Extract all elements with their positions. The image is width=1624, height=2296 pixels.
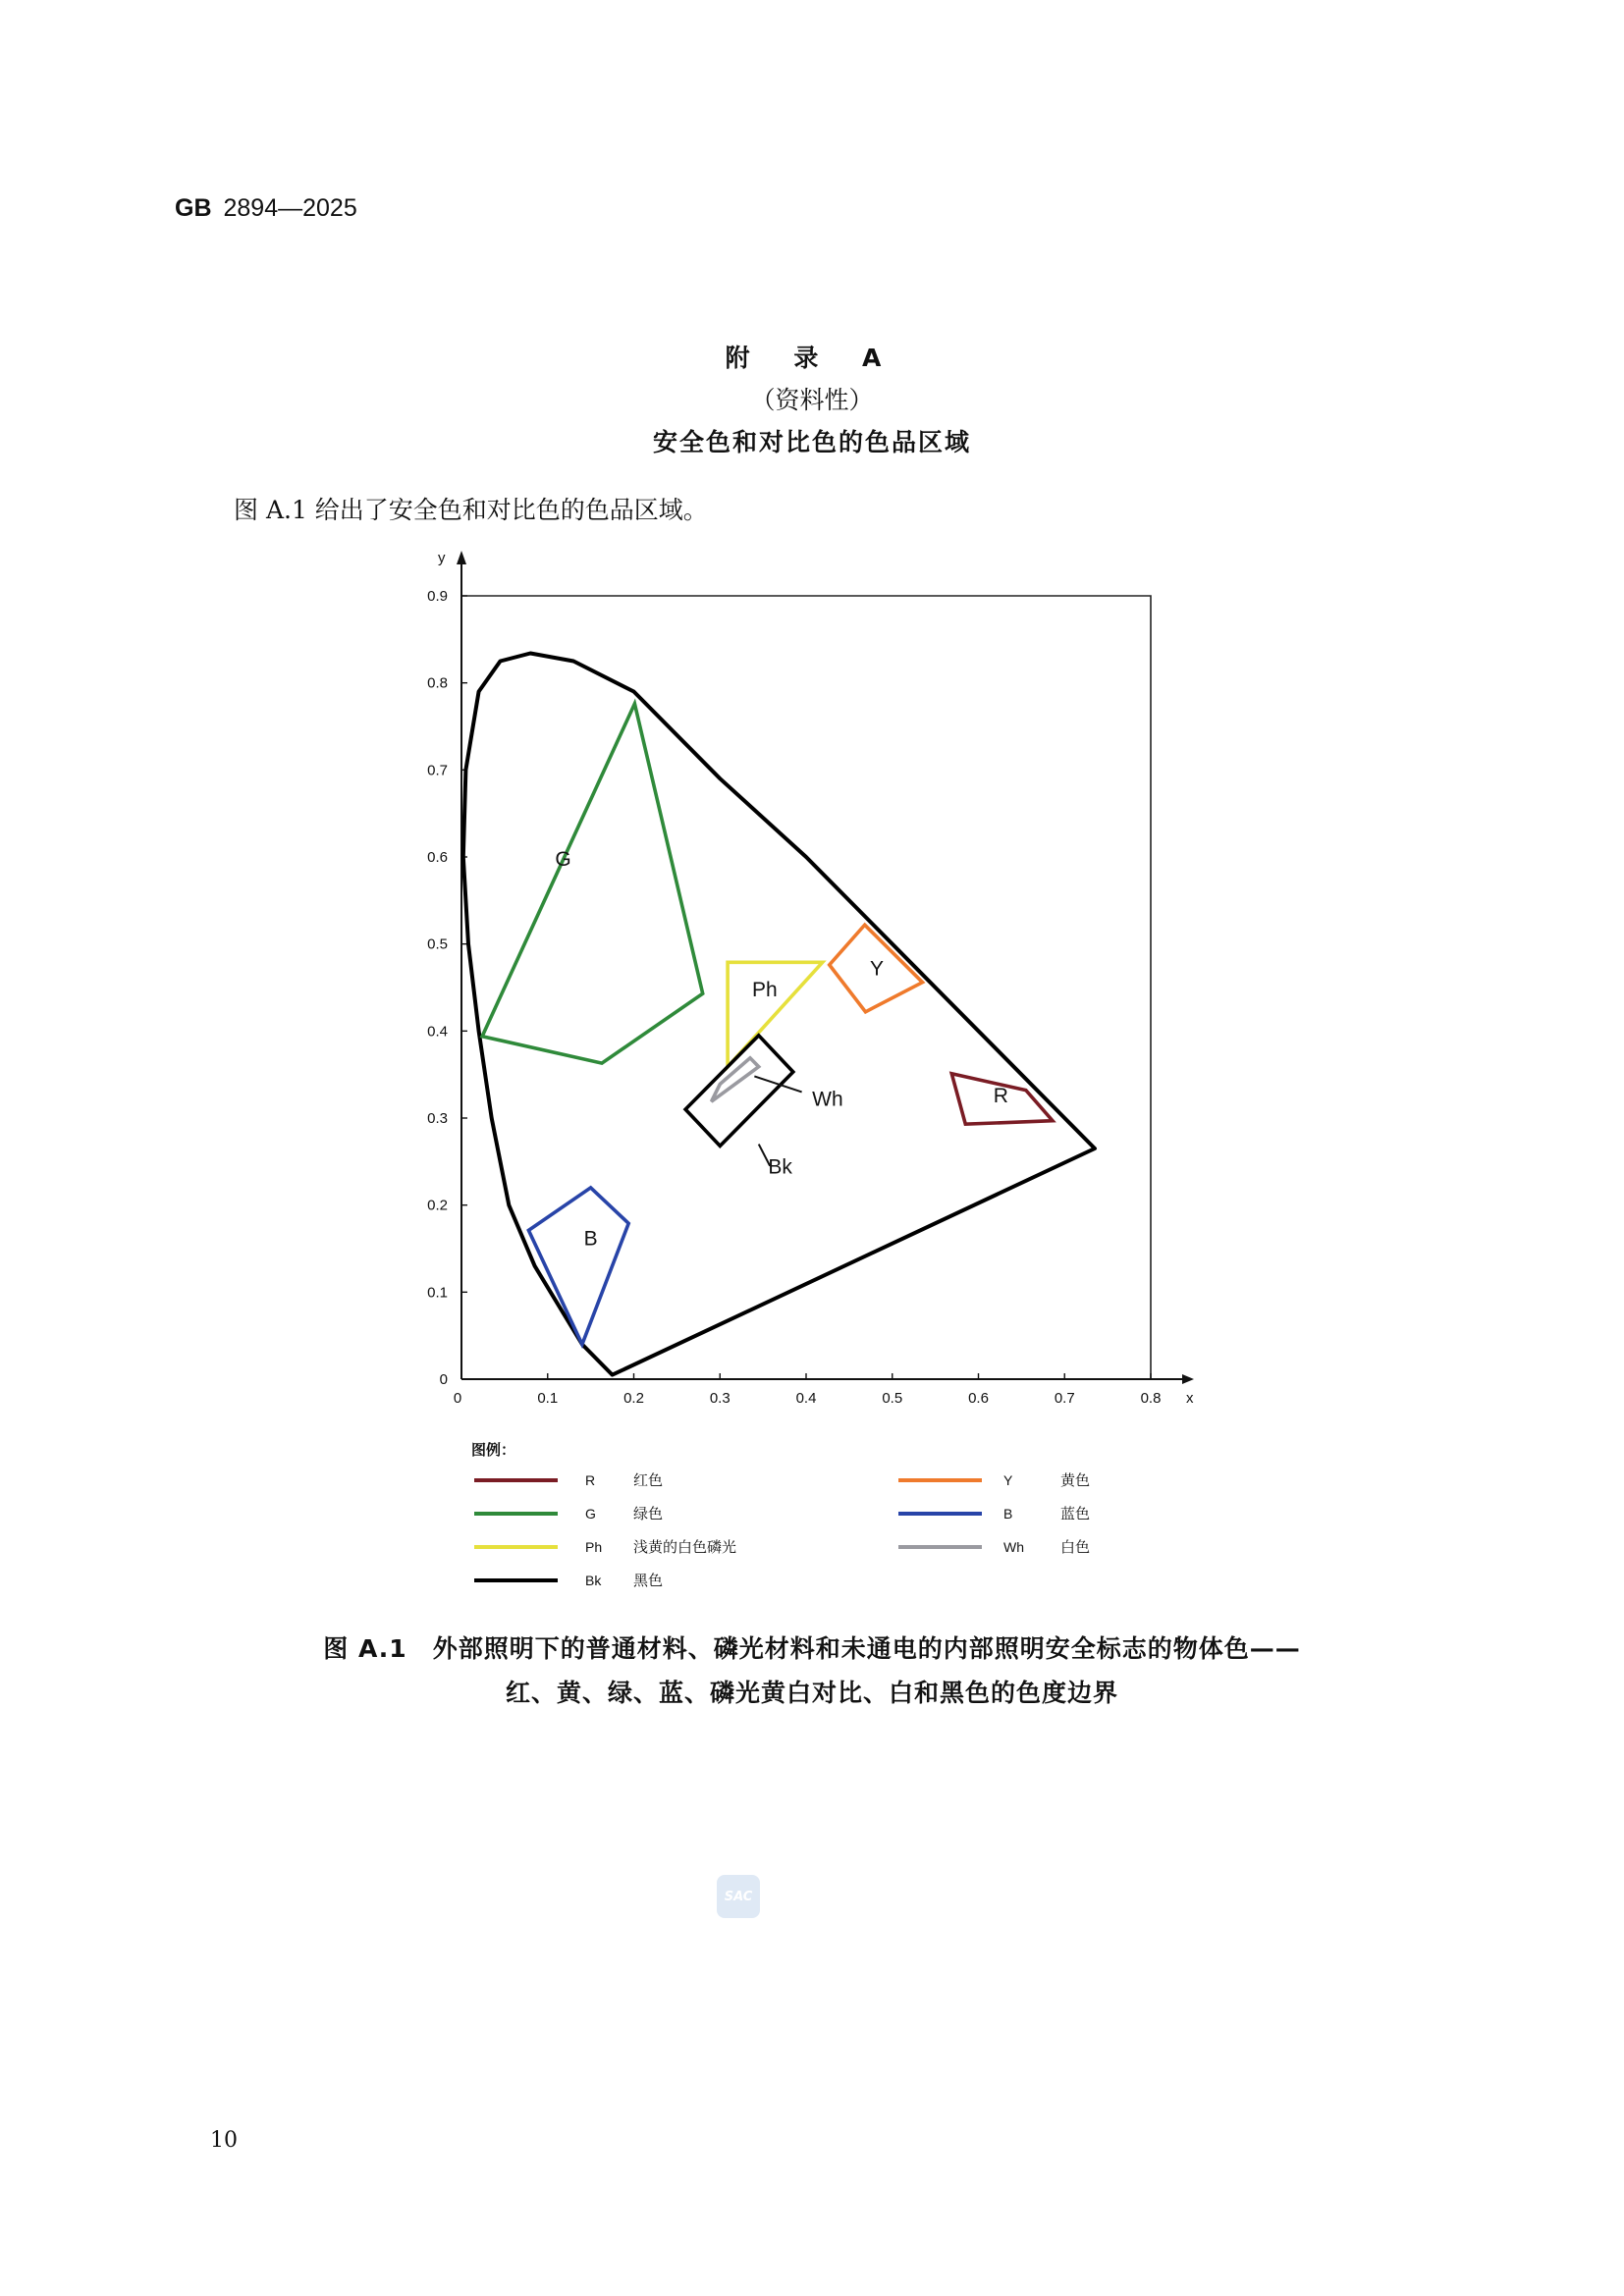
chart-legend	[471, 1441, 1090, 1589]
legend-code-y: Y	[1003, 1472, 1013, 1488]
region-label-r: R	[993, 1085, 1008, 1108]
legend-code-wh: Wh	[1003, 1539, 1024, 1555]
x-tick-label: 0.8	[1140, 1390, 1162, 1407]
figure-caption-line2: 红、黄、绿、蓝、磷光黄白对比、白和黑色的色度边界	[505, 1679, 1118, 1707]
x-tick-label: 0.6	[968, 1390, 989, 1407]
legend-label-b: 蓝色	[1060, 1506, 1091, 1522]
sac-watermark: SAC	[717, 1875, 760, 1918]
region-label-b: B	[583, 1227, 598, 1251]
intro-paragraph: 图 A.1 给出了安全色和对比色的色品区域。	[234, 496, 708, 524]
y-axis-label: y	[438, 550, 446, 566]
appendix-title: 附 录 A	[725, 344, 899, 372]
standard-number: 2894—2025	[223, 194, 357, 222]
callout-label-bk: Bk	[768, 1155, 792, 1179]
y-tick-label: 0.2	[427, 1197, 448, 1214]
legend-code-r: R	[585, 1472, 596, 1488]
chart-locus-layer	[463, 654, 1095, 1375]
appendix-subtitle: （资料性）	[750, 386, 874, 414]
region-b	[528, 1188, 628, 1345]
y-tick-label: 0.1	[427, 1284, 448, 1302]
legend-label-r: 红色	[633, 1472, 664, 1489]
standard-code: GB	[175, 194, 212, 222]
region-wh	[712, 1058, 759, 1101]
figure-caption-line1: 图 A.1 外部照明下的普通材料、磷光材料和未通电的内部照明安全标志的物体色——	[323, 1634, 1301, 1663]
x-tick-label: 0.4	[795, 1390, 817, 1407]
y-tick-label: 0.6	[427, 849, 448, 866]
y-tick-label: 0.7	[427, 762, 448, 779]
legend-code-b: B	[1003, 1506, 1013, 1522]
x-tick-label: 0	[453, 1390, 462, 1407]
chart-series-layer	[482, 704, 1053, 1345]
plot-frame	[461, 596, 1151, 1379]
x-tick-label: 0.2	[623, 1390, 644, 1407]
legend-title: 图例：	[471, 1442, 516, 1459]
x-tick-label: 0.3	[709, 1390, 731, 1407]
y-tick-label: 0.3	[427, 1110, 448, 1127]
y-tick-label: 0.4	[427, 1023, 448, 1041]
legend-label-y: 黄色	[1060, 1472, 1091, 1489]
region-label-y: Y	[869, 957, 884, 981]
legend-label-ph: 浅黄的白色磷光	[633, 1539, 737, 1556]
spectral-locus	[463, 654, 1095, 1375]
region-label-g: G	[555, 847, 571, 871]
region-label-ph: Ph	[752, 978, 778, 1001]
region-g	[482, 704, 703, 1063]
y-tick-label: 0	[439, 1371, 448, 1388]
x-tick-label: 0.7	[1054, 1390, 1075, 1407]
legend-label-wh: 白色	[1060, 1539, 1091, 1556]
y-tick-label: 0.5	[427, 935, 448, 953]
x-axis-label: x	[1186, 1390, 1194, 1407]
appendix-heading: 安全色和对比色的色品区域	[652, 428, 971, 456]
x-tick-label: 0.1	[537, 1390, 559, 1407]
y-tick-label: 0.8	[427, 674, 448, 692]
callout-label-wh: Wh	[812, 1088, 843, 1111]
legend-code-ph: Ph	[585, 1539, 603, 1555]
y-axis-arrow	[457, 551, 466, 564]
legend-label-bk: 黑色	[633, 1573, 664, 1589]
legend-code-g: G	[585, 1506, 596, 1522]
y-tick-label: 0.9	[427, 588, 448, 605]
x-tick-label: 0.5	[882, 1390, 903, 1407]
legend-label-g: 绿色	[633, 1506, 664, 1522]
x-axis-arrow	[1182, 1374, 1194, 1384]
legend-code-bk: Bk	[585, 1573, 602, 1588]
page-number: 10	[210, 2128, 238, 2153]
